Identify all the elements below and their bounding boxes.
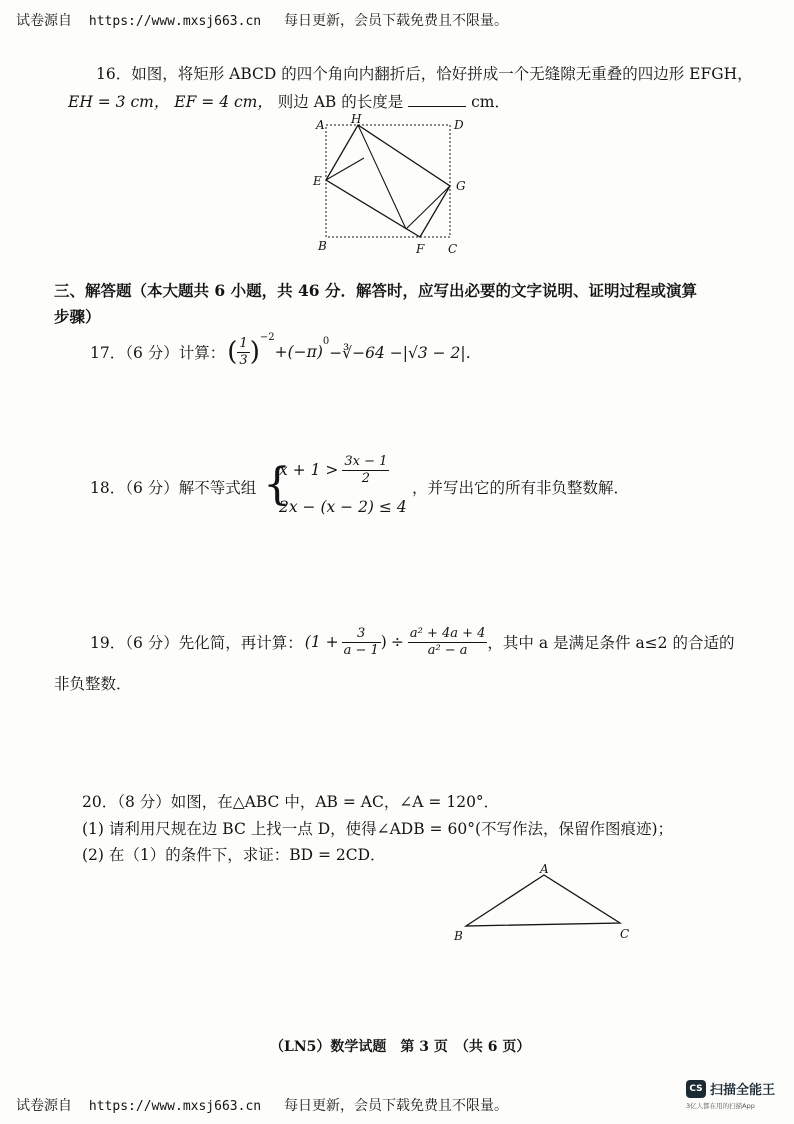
q19 [90,620,734,664]
q17-exponent-1: −2 [259,332,275,343]
label-a: A [540,862,549,876]
q17-term-2: +(−π) [274,343,323,361]
q16-ef: EF = 4 cm， [174,93,273,111]
q17-term-3: −∛−64 −|√3 − 2|． [329,344,482,362]
label-c: C [620,927,630,941]
camscanner-subtitle: 3亿人都在用的扫描App [686,1102,755,1110]
q18-inequality-1: x + 1 > $\frac{3x - 1}{2}$ [279,453,388,486]
q16-answer-blank [408,91,466,107]
q16-unit: cm． [471,93,511,111]
q17: 17．（6 分）计算： ( $\frac{1}{3}$ ) $^{-2}$ +(−π) $^0$ −∛−64 −|√3 − 2|． [90,332,482,368]
q20-triangle-figure [448,862,638,944]
q19-suffix: ，其中 a 是满足条件 a≤2 的合适的 [487,634,735,652]
bottom-banner [16,1095,508,1115]
q20-line1: 20．（8 分）如图，在△ABC 中，AB = AC，∠A = 120°． [82,793,500,811]
q17-prefix: 17．（6 分）计算： [90,344,226,362]
banner-source-label: 试卷源自 [16,13,72,29]
q19-line2: 非负整数． [54,675,132,693]
banner-url[interactable]: https://www.mxsj663.cn [88,1099,262,1114]
q19-fraction-1: $\frac{3}{a - 1}$ [343,625,379,658]
q18-brace: { [263,459,291,510]
label-b: B [318,239,327,253]
q18-prefix: 18．（6 分）解不等式组 [90,479,257,497]
q16-eh: EH = 3 cm， [68,93,170,111]
label-e: E [313,174,322,188]
label-f: F [416,242,425,256]
q17-exponent-2: 0 [322,336,330,347]
q17-fraction: $\frac{1}{3}$ [239,335,248,368]
page-footer: （LN5）数学试题 第 3 页 （共 6 页） [270,1039,531,1055]
q19-divide: ÷ [390,633,404,651]
section-3-heading: 三、解答题（本大题共 6 小题，共 46 分．解答时，应写出必要的文字说明、证明过程或演算 [54,281,697,300]
banner-note: 每日更新，会员下载免费且不限量。 [284,1098,508,1114]
banner-note: 每日更新，会员下载免费且不限量。 [284,13,508,29]
q20-part1: (1) 请利用尺规在边 BC 上找一点 D，使得∠ADB = 60°(不写作法，保留作图痕迹)； [82,820,674,838]
label-c: C [448,242,458,256]
q19-paren-open: (1 + [304,633,339,651]
rectangle-abcd [326,125,450,237]
label-g: G [456,179,466,193]
q20-part2: (2) 在（1）的条件下，求证：BD = 2CD． [82,846,386,864]
banner-url[interactable]: https://www.mxsj663.cn [88,14,262,29]
q18-inequality-2: 2x − (x − 2) ≤ 4 [279,498,407,516]
banner-source-label: 试卷源自 [16,1098,72,1114]
label-a: A [316,118,325,132]
camscanner-title: 扫描全能王 [710,1083,776,1098]
q16-figure [308,112,478,260]
label-b: B [454,929,463,943]
q18-suffix: ，并写出它的所有非负整数解． [412,479,630,497]
label-d: D [454,118,464,132]
triangle-abc [466,875,620,926]
label-h: H [351,112,362,126]
q16-ask: 则边 AB 的长度是 [277,93,404,111]
quadrilateral-efgh [326,125,450,237]
q19-prefix: 19．（6 分）先化简，再计算： [90,634,303,652]
q19-paren-close: ) [380,633,387,651]
q19-fraction-2: $\frac{\text{a² + 4a + 4}}{\text{a² − a}}$ [409,625,486,658]
top-banner [16,10,508,30]
q16-line2 [68,90,510,112]
camscanner-logo-icon: CS [686,1080,706,1098]
q16-line1: 16．如图，将矩形 ABCD 的四个角向内翻折后，恰好拼成一个无缝隙无重叠的四边形 EFGH， [96,65,753,83]
section-3-heading-cont: 步骤） [54,307,101,326]
